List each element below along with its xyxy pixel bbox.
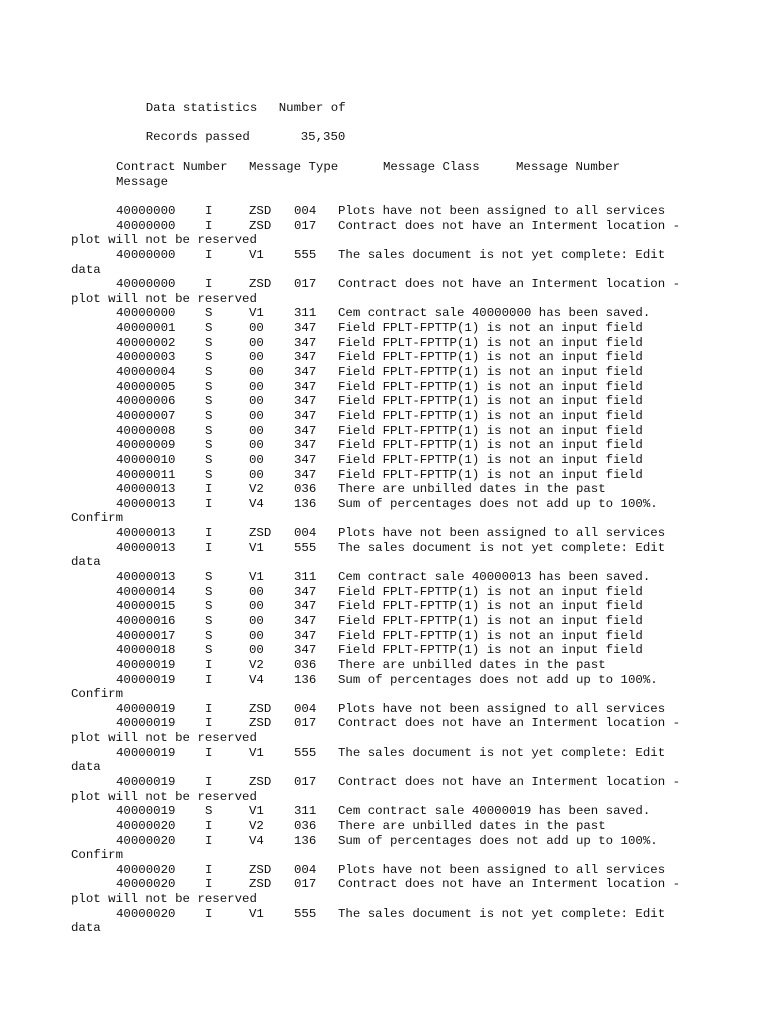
message-text-cell: Field FPLT-FPTTP(1) is not an input field <box>338 423 643 438</box>
message-class-cell: V1 <box>249 540 264 555</box>
message-class-cell: 00 <box>249 379 264 394</box>
message-text-cell: There are unbilled dates in the past <box>338 818 606 833</box>
log-row <box>0 409 768 424</box>
message-class-cell: V2 <box>249 818 264 833</box>
header-contract-number: Contract Number <box>116 160 228 174</box>
message-number-cell: 347 <box>294 628 317 643</box>
message-type-cell: S <box>205 350 213 365</box>
header-message-number: Message Number <box>516 160 621 174</box>
message-number-cell: 347 <box>294 599 317 614</box>
message-text-cell: Field FPLT-FPTTP(1) is not an input field <box>338 408 643 423</box>
message-number-cell: 017 <box>294 877 317 892</box>
contract-number-cell: 40000019 <box>116 657 176 672</box>
message-type-cell: I <box>205 496 213 511</box>
log-row <box>0 863 768 878</box>
message-number-cell: 017 <box>294 277 317 292</box>
message-class-cell: V1 <box>249 745 264 760</box>
contract-number-cell: 40000019 <box>116 716 176 731</box>
message-type-cell: I <box>205 672 213 687</box>
contract-number-cell: 40000015 <box>116 599 176 614</box>
message-text-cell: Plots have not been assigned to all services <box>338 526 666 541</box>
message-text-cell: The sales document is not yet complete: Edit <box>338 247 666 262</box>
contract-number-cell: 40000019 <box>116 701 176 716</box>
message-text-cell: The sales document is not yet complete: Edit <box>338 540 666 555</box>
message-class-cell: 00 <box>249 467 264 482</box>
message-text-cell: Sum of percentages does not add up to 100%. <box>338 672 658 687</box>
message-class-cell: 00 <box>249 438 264 453</box>
contract-number-cell: 40000013 <box>116 482 176 497</box>
message-number-cell: 311 <box>294 570 317 585</box>
contract-number-cell: 40000006 <box>116 394 176 409</box>
message-text-cell: Contract does not have an Interment location - <box>338 277 681 292</box>
message-number-cell: 311 <box>294 804 317 819</box>
contract-number-cell: 40000000 <box>116 218 176 233</box>
message-class-cell: 00 <box>249 613 264 628</box>
log-row <box>0 702 768 717</box>
message-type-cell: S <box>205 321 213 336</box>
message-class-cell: 00 <box>249 350 264 365</box>
message-type-cell: S <box>205 628 213 643</box>
records-passed-value-wrap <box>271 115 345 160</box>
message-continuation: data <box>71 262 101 277</box>
log-row <box>0 746 768 761</box>
message-class-cell: ZSD <box>249 716 272 731</box>
contract-number-cell: 40000009 <box>116 438 176 453</box>
message-text-cell: Field FPLT-FPTTP(1) is not an input field <box>338 350 643 365</box>
contract-number-cell: 40000010 <box>116 452 176 467</box>
message-number-cell: 004 <box>294 701 317 716</box>
log-row <box>0 365 768 380</box>
log-row <box>0 877 768 892</box>
message-type-cell: S <box>205 467 213 482</box>
message-type-cell: I <box>205 701 213 716</box>
message-type-cell: I <box>205 716 213 731</box>
message-class-cell: ZSD <box>249 701 272 716</box>
contract-number-cell: 40000019 <box>116 774 176 789</box>
message-number-cell: 347 <box>294 643 317 658</box>
contract-number-cell: 40000000 <box>116 247 176 262</box>
message-type-cell: S <box>205 365 213 380</box>
log-row <box>0 453 768 468</box>
message-continuation: Confirm <box>71 687 124 702</box>
message-class-cell: V4 <box>249 672 264 687</box>
message-type-cell: S <box>205 438 213 453</box>
message-text-cell: Field FPLT-FPTTP(1) is not an input field <box>338 628 643 643</box>
message-number-cell: 036 <box>294 657 317 672</box>
contract-number-cell: 40000019 <box>116 804 176 819</box>
message-type-cell: I <box>205 818 213 833</box>
message-number-cell: 347 <box>294 350 317 365</box>
log-row <box>0 585 768 600</box>
log-row <box>0 599 768 614</box>
log-row <box>0 658 768 673</box>
message-type-cell: I <box>205 877 213 892</box>
message-type-cell: I <box>205 745 213 760</box>
header-message-class: Message Class <box>383 160 480 174</box>
message-number-cell: 555 <box>294 247 317 262</box>
stats-number-of-label: Number of <box>278 101 346 115</box>
message-type-cell: I <box>205 247 213 262</box>
message-type-cell: I <box>205 540 213 555</box>
log-row <box>0 629 768 644</box>
message-class-cell: 00 <box>249 452 264 467</box>
log-row <box>0 424 768 439</box>
message-text-cell: Sum of percentages does not add up to 100%. <box>338 496 658 511</box>
log-row <box>0 321 768 336</box>
contract-number-cell: 40000000 <box>116 277 176 292</box>
message-text-cell: There are unbilled dates in the past <box>338 657 606 672</box>
message-text-cell: Field FPLT-FPTTP(1) is not an input field <box>338 452 643 467</box>
message-class-cell: V1 <box>249 247 264 262</box>
records-passed-value: 35,350 <box>300 130 346 144</box>
message-type-cell: I <box>205 277 213 292</box>
message-text-cell: Field FPLT-FPTTP(1) is not an input field <box>338 643 643 658</box>
message-number-cell: 036 <box>294 482 317 497</box>
message-type-cell: S <box>205 599 213 614</box>
message-number-cell: 347 <box>294 452 317 467</box>
message-continuation: plot will not be reserved <box>71 789 257 804</box>
message-number-cell: 347 <box>294 613 317 628</box>
message-class-cell: 00 <box>249 423 264 438</box>
message-number-cell: 555 <box>294 540 317 555</box>
contract-number-cell: 40000003 <box>116 350 176 365</box>
contract-number-cell: 40000013 <box>116 496 176 511</box>
contract-number-cell: 40000008 <box>116 423 176 438</box>
message-type-cell: S <box>205 643 213 658</box>
message-text-cell: Field FPLT-FPTTP(1) is not an input field <box>338 438 643 453</box>
contract-number-cell: 40000013 <box>116 526 176 541</box>
message-class-cell: V4 <box>249 496 264 511</box>
message-number-cell: 017 <box>294 716 317 731</box>
message-text-cell: Plots have not been assigned to all services <box>338 862 666 877</box>
message-number-cell: 347 <box>294 438 317 453</box>
message-text-cell: Plots have not been assigned to all services <box>338 204 666 218</box>
message-class-cell: V1 <box>249 906 264 921</box>
message-continuation: plot will not be reserved <box>71 291 257 306</box>
message-type-cell: I <box>205 482 213 497</box>
log-row <box>0 482 768 497</box>
log-row <box>0 350 768 365</box>
message-number-cell: 347 <box>294 379 317 394</box>
message-class-cell: V4 <box>249 833 264 848</box>
log-row <box>0 804 768 819</box>
log-row <box>0 541 768 556</box>
message-text-cell: Field FPLT-FPTTP(1) is not an input field <box>338 379 643 394</box>
log-row <box>0 219 768 234</box>
log-row <box>0 834 768 849</box>
contract-number-cell: 40000013 <box>116 540 176 555</box>
message-type-cell: S <box>205 394 213 409</box>
message-text-cell: Field FPLT-FPTTP(1) is not an input field <box>338 365 643 380</box>
contract-number-cell: 40000000 <box>116 204 176 218</box>
message-text-cell: Contract does not have an Interment location - <box>338 877 681 892</box>
message-number-cell: 347 <box>294 394 317 409</box>
contract-number-cell: 40000019 <box>116 745 176 760</box>
message-class-cell: V2 <box>249 482 264 497</box>
message-type-cell: S <box>205 423 213 438</box>
message-class-cell: V2 <box>249 657 264 672</box>
message-number-cell: 136 <box>294 496 317 511</box>
message-number-cell: 036 <box>294 818 317 833</box>
contract-number-cell: 40000019 <box>116 672 176 687</box>
message-text-cell: Field FPLT-FPTTP(1) is not an input field <box>338 467 643 482</box>
message-text-cell: The sales document is not yet complete: Edit <box>338 906 666 921</box>
contract-number-cell: 40000004 <box>116 365 176 380</box>
message-text-cell: Field FPLT-FPTTP(1) is not an input field <box>338 335 643 350</box>
message-text-cell: Contract does not have an Interment location - <box>338 218 681 233</box>
message-class-cell: 00 <box>249 335 264 350</box>
message-number-cell: 347 <box>294 408 317 423</box>
message-number-cell: 017 <box>294 774 317 789</box>
message-continuation: plot will not be reserved <box>71 233 257 248</box>
message-type-cell: I <box>205 657 213 672</box>
message-type-cell: S <box>205 379 213 394</box>
message-number-cell: 017 <box>294 218 317 233</box>
contract-number-cell: 40000011 <box>116 467 176 482</box>
log-row <box>0 673 768 688</box>
message-type-cell: I <box>205 774 213 789</box>
message-class-cell: 00 <box>249 599 264 614</box>
log-row <box>0 614 768 629</box>
message-number-cell: 004 <box>294 862 317 877</box>
message-type-cell: S <box>205 408 213 423</box>
log-row <box>0 775 768 790</box>
contract-number-cell: 40000002 <box>116 335 176 350</box>
log-row <box>0 526 768 541</box>
message-type-cell: I <box>205 862 213 877</box>
log-row <box>0 277 768 292</box>
message-text-cell: Cem contract sale 40000000 has been saved. <box>338 306 651 321</box>
message-number-cell: 004 <box>294 526 317 541</box>
message-text-cell: Plots have not been assigned to all services <box>338 701 666 716</box>
contract-number-cell: 40000018 <box>116 643 176 658</box>
message-continuation: Confirm <box>71 848 124 863</box>
message-number-cell: 004 <box>294 204 317 218</box>
contract-number-cell: 40000005 <box>116 379 176 394</box>
log-row <box>0 819 768 834</box>
log-row <box>0 438 768 453</box>
message-log <box>0 204 768 936</box>
message-number-cell: 347 <box>294 335 317 350</box>
message-class-cell: 00 <box>249 628 264 643</box>
message-type-cell: S <box>205 570 213 585</box>
message-number-cell: 347 <box>294 467 317 482</box>
log-row <box>0 380 768 395</box>
message-text-cell: There are unbilled dates in the past <box>338 482 606 497</box>
message-class-cell: 00 <box>249 321 264 336</box>
contract-number-cell: 40000020 <box>116 818 176 833</box>
message-text-cell: Cem contract sale 40000019 has been saved. <box>338 804 651 819</box>
message-text-cell: Contract does not have an Interment location - <box>338 716 681 731</box>
message-text-cell: Field FPLT-FPTTP(1) is not an input field <box>338 599 643 614</box>
message-class-cell: ZSD <box>249 862 272 877</box>
contract-number-cell: 40000000 <box>116 306 176 321</box>
message-text-cell: Field FPLT-FPTTP(1) is not an input field <box>338 394 643 409</box>
contract-number-cell: 40000020 <box>116 877 176 892</box>
message-text-cell: The sales document is not yet complete: Edit <box>338 745 666 760</box>
message-type-cell: I <box>205 906 213 921</box>
message-class-cell: 00 <box>249 408 264 423</box>
log-row <box>0 336 768 351</box>
message-continuation: data <box>71 760 101 775</box>
log-row <box>0 716 768 731</box>
message-type-cell: S <box>205 584 213 599</box>
message-continuation: plot will not be reserved <box>71 731 257 746</box>
message-class-cell: 00 <box>249 365 264 380</box>
message-number-cell: 136 <box>294 833 317 848</box>
contract-number-cell: 40000017 <box>116 628 176 643</box>
contract-number-cell: 40000014 <box>116 584 176 599</box>
message-class-cell: ZSD <box>249 526 272 541</box>
message-class-cell: ZSD <box>249 204 272 218</box>
message-text-cell: Field FPLT-FPTTP(1) is not an input field <box>338 584 643 599</box>
message-text-cell: Field FPLT-FPTTP(1) is not an input field <box>338 613 643 628</box>
message-class-cell: ZSD <box>249 774 272 789</box>
contract-number-cell: 40000020 <box>116 833 176 848</box>
message-text-cell: Field FPLT-FPTTP(1) is not an input field <box>338 321 643 336</box>
message-continuation: Confirm <box>71 511 124 526</box>
message-text-cell: Sum of percentages does not add up to 100%. <box>338 833 658 848</box>
message-type-cell: I <box>205 833 213 848</box>
log-row <box>0 468 768 483</box>
message-class-cell: 00 <box>249 394 264 409</box>
message-type-cell: I <box>205 218 213 233</box>
message-class-cell: V1 <box>249 570 264 585</box>
message-number-cell: 311 <box>294 306 317 321</box>
message-number-cell: 347 <box>294 584 317 599</box>
log-row <box>0 907 768 922</box>
log-row <box>0 570 768 585</box>
message-class-cell: 00 <box>249 643 264 658</box>
message-number-cell: 347 <box>294 423 317 438</box>
contract-number-cell: 40000020 <box>116 906 176 921</box>
message-class-cell: ZSD <box>249 218 272 233</box>
message-number-cell: 347 <box>294 365 317 380</box>
message-number-cell: 136 <box>294 672 317 687</box>
log-row <box>0 306 768 321</box>
message-type-cell: I <box>205 526 213 541</box>
contract-number-cell: 40000013 <box>116 570 176 585</box>
contract-number-cell: 40000007 <box>116 408 176 423</box>
message-continuation: plot will not be reserved <box>71 892 257 907</box>
header-message: Message <box>116 175 169 189</box>
message-type-cell: S <box>205 613 213 628</box>
message-class-cell: ZSD <box>249 277 272 292</box>
message-type-cell: S <box>205 335 213 350</box>
contract-number-cell: 40000020 <box>116 862 176 877</box>
message-text-cell: Contract does not have an Interment location - <box>338 774 681 789</box>
contract-number-cell: 40000001 <box>116 321 176 336</box>
message-number-cell: 555 <box>294 745 317 760</box>
message-number-cell: 347 <box>294 321 317 336</box>
message-continuation: data <box>71 555 101 570</box>
message-text-cell: Cem contract sale 40000013 has been saved. <box>338 570 651 585</box>
log-row <box>0 204 768 219</box>
log-row <box>0 643 768 658</box>
header-message-type: Message Type <box>249 160 339 174</box>
records-passed-row <box>116 115 250 160</box>
records-passed-label: Records passed <box>145 130 250 144</box>
log-row <box>0 248 768 263</box>
message-class-cell: V1 <box>249 804 264 819</box>
log-row <box>0 394 768 409</box>
message-class-cell: 00 <box>249 584 264 599</box>
message-type-cell: I <box>205 204 213 218</box>
message-class-cell: ZSD <box>249 877 272 892</box>
stats-title: Data statistics <box>145 101 258 115</box>
message-continuation: data <box>71 921 101 936</box>
message-type-cell: S <box>205 452 213 467</box>
message-number-cell: 555 <box>294 906 317 921</box>
log-row <box>0 497 768 512</box>
message-class-cell: V1 <box>249 306 264 321</box>
message-type-cell: S <box>205 306 213 321</box>
message-type-cell: S <box>205 804 213 819</box>
contract-number-cell: 40000016 <box>116 613 176 628</box>
